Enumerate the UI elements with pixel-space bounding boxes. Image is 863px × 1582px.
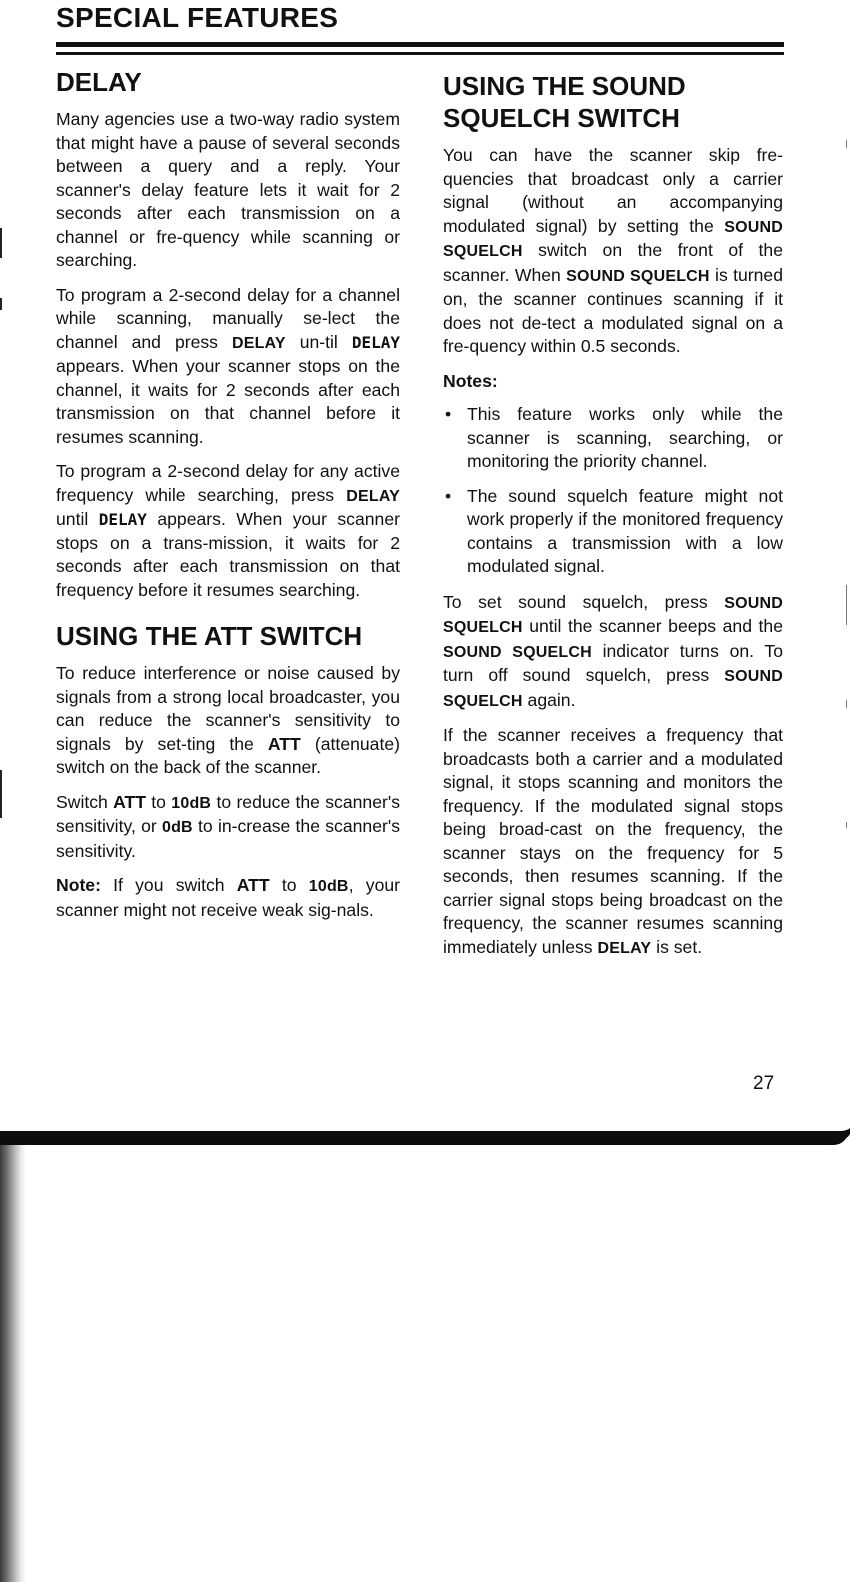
att-10db: 10dB: [308, 878, 349, 895]
att-key: ATT: [113, 791, 147, 812]
sound-squelch-key: SOUND SQUELCH: [443, 668, 783, 710]
delay-key: DELAY: [597, 939, 652, 957]
bullet-icon: •: [445, 404, 452, 424]
right-column: [443, 66, 783, 971]
att-paragraph-1: To reduce interference or noise caused by signals from a strong local broadcaster, you can reduce the scanner's sensitivity to signals by set-ting the ATT (attenuate) switch on the back of the scanner.: [56, 663, 400, 777]
sound-squelch-paragraph-2: To set sound squelch, press SOUND SQUELCH until the scanner beeps and the SOUND SQUELCH indicator turns on. To turn off sound squelch, press SOUND SQUELCH again.: [443, 591, 783, 710]
sound-squelch-key: SOUND SQUELCH: [443, 594, 783, 636]
sound-squelch-key: SOUND SQUELCH: [443, 218, 783, 260]
att-0db: 0dB: [161, 819, 193, 836]
margin-mark: [846, 822, 847, 828]
att-note: Note: If you switch ATT to 10dB, your scanner might not receive weak sig-nals.: [56, 875, 400, 920]
att-key: ATT: [236, 875, 270, 895]
att-heading: USING THE ATT SWITCH: [56, 621, 363, 651]
att-key: ATT: [267, 733, 301, 754]
list-item: • This feature works only while the scanner is scanning, searching, or monitoring the priority channel.: [445, 404, 783, 471]
notes-heading: Notes:: [443, 370, 498, 391]
delay-key: DELAY: [346, 487, 400, 505]
left-column: [56, 66, 400, 933]
delay-heading: DELAY: [56, 67, 142, 97]
margin-mark: [846, 700, 847, 708]
att-section: [56, 620, 400, 922]
margin-mark: [0, 298, 2, 310]
delay-paragraph-2: To program a 2-second delay for a channel while scanning, manually se-lect the channel and press DELAY un-til DELAY appears. When your scanner stops on the channel, it waits for 2 seconds after each transmission on that channel before it resumes scanning.: [56, 284, 400, 447]
delay-paragraph-3: To program a 2-second delay for any active frequency while searching, press DELAY until DELAY appears. When your scanner stops on a trans-mission, it waits for 2 seconds after each transmission on that frequency before it resumes searching.: [56, 461, 400, 600]
bullet-icon: •: [445, 485, 452, 506]
page-number: 27: [753, 1073, 775, 1094]
note-label: Note:: [56, 875, 101, 895]
delay-paragraph-1: Many agencies use a two-way radio system that might have a pause of several seconds between a query and a reply. Your scanner's delay feature lets it wait for 2 seconds after each transmission on a channel or fre-quency while scanning or searching.: [56, 109, 400, 270]
margin-mark: [846, 585, 847, 625]
sound-squelch-paragraph-3: If the scanner receives a frequency that broadcasts both a carrier and a modulated signal, it stops scanning and monitors the frequency. If the modulated signal stops being broad-cast on the frequency, the scanner stays on the frequency for 5 seconds, then resumes scanning. If the carrier signal stops being broadcast on the frequency, the scanner resumes scanning immediately unless DELAY is set.: [443, 725, 783, 957]
att-paragraph-2: Switch ATT to 10dB to reduce the scanner's sensitivity, or 0dB to in-crease the scanner's sensitivity.: [56, 791, 401, 861]
header-rule-thick: [56, 42, 784, 47]
delay-display-text: DELAY: [98, 510, 147, 529]
sound-squelch-key: SOUND SQUELCH: [566, 267, 710, 285]
sound-squelch-key: SOUND SQUELCH: [443, 643, 592, 661]
margin-mark: [0, 228, 2, 258]
sound-squelch-section: [443, 70, 783, 960]
page-bottom-edge: [0, 1131, 848, 1145]
sound-squelch-paragraph-1: You can have the scanner skip fre-quencies that broadcast only a carrier signal (without an accompanying modulated signal) by setting the SOUND SQUELCH switch on the front of the scanner. When SOUND SQUELCH is turned on, the scanner continues scanning if it does not de-tect a modulated signal on a fre-quency within 0.5 seconds.: [443, 145, 783, 356]
header-rule-thin: [56, 52, 784, 55]
delay-display-text: DELAY: [351, 332, 400, 352]
page-header-title: SPECIAL FEATURES: [56, 2, 339, 33]
att-10db: 10dB: [171, 794, 212, 812]
delay-section: [56, 66, 400, 602]
margin-mark: [846, 140, 847, 148]
delay-key: DELAY: [231, 334, 286, 352]
scan-shadow-edge: [0, 1145, 26, 1582]
margin-mark: [0, 770, 2, 818]
page-corner-curl: [820, 1128, 850, 1154]
list-item: • The sound squelch feature might not work properly if the monitored frequency contains a transmission with a low modulated signal.: [445, 485, 783, 576]
sound-squelch-heading: USING THE SOUND SQUELCH SWITCH: [443, 71, 686, 133]
notes-list: [443, 403, 783, 579]
